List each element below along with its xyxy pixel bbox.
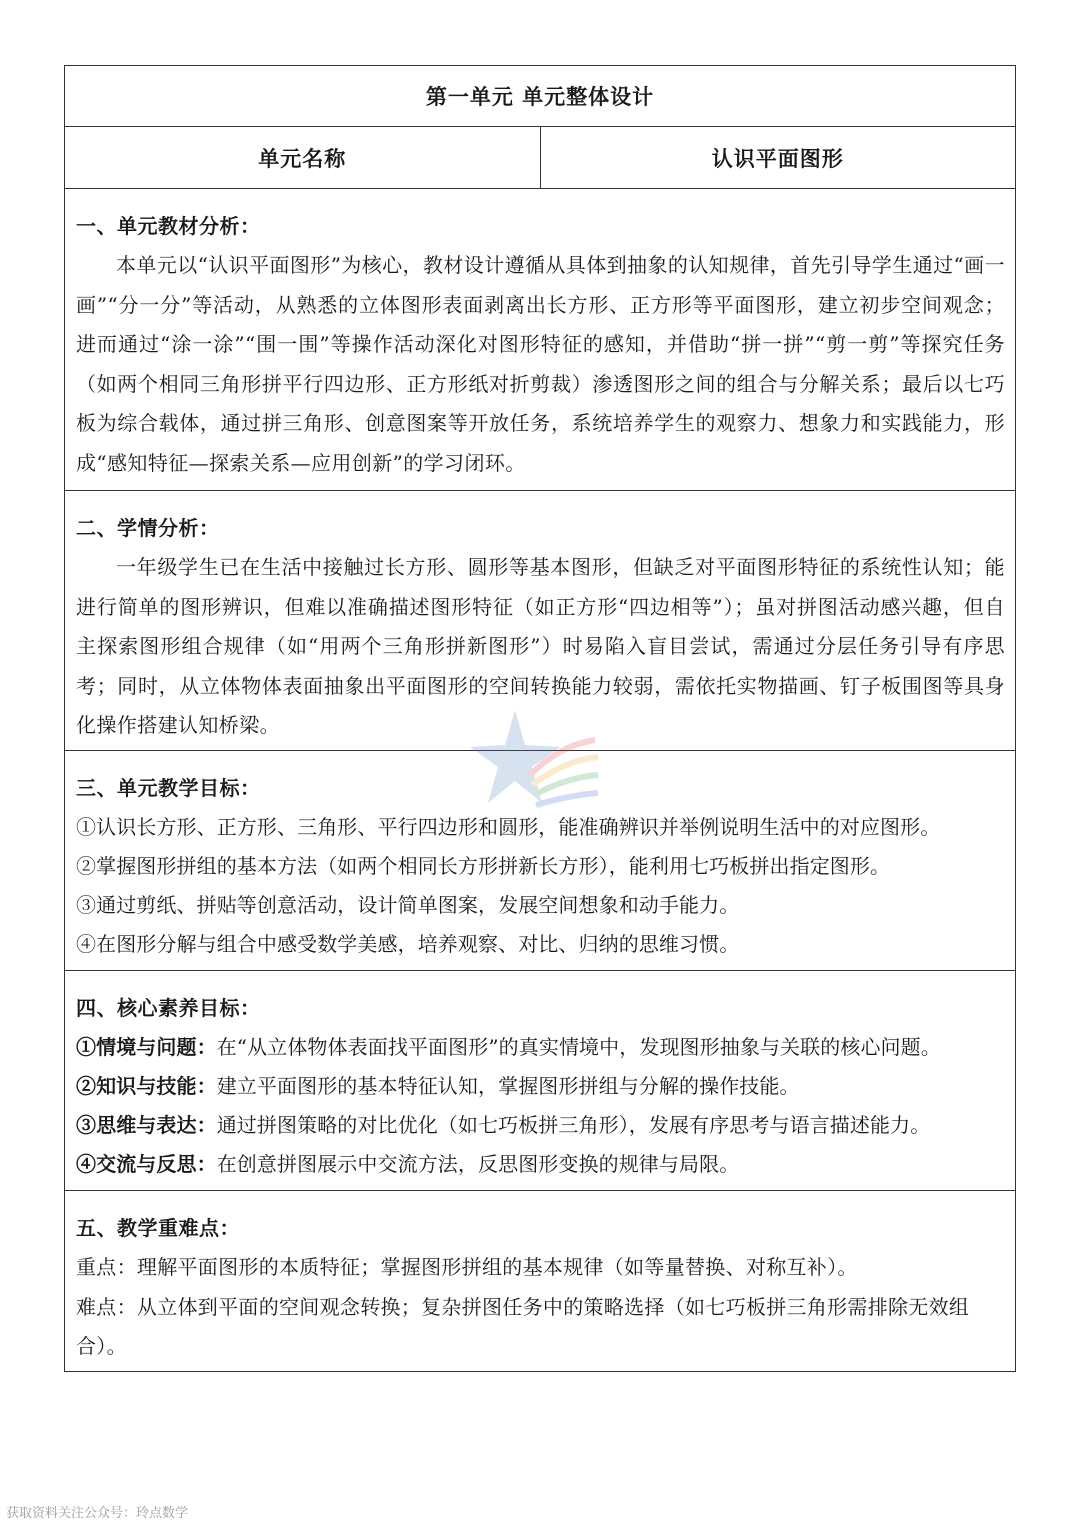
section-body: 本单元以“认识平面图形”为核心，教材设计遵循从具体到抽象的认知规律，首先引导学生通过“画一画”“分一分”等活动，从熟悉的立体图形表面剥离出长方形、正方形等平面图形，建立初步空间观念；进而通过“涂一涂”“围一围”等操作活动深化对图形特征的感知，并借助“拼一拼”“剪一剪”等探究任务（如两个相同三角形拼平行四边形、正方形纸对折剪裁）渗透图形之间的组合与分解关系；最后以七巧板为综合载体，通过拼三角形、创意图案等开放任务，系统培养学生的观察力、想象力和实践能力，形成“感知特征—探索关系—应用创新”的学习闭环。 [76, 253, 1005, 475]
section-heading: 五、教学重难点： [76, 1216, 240, 1240]
list-item: ①认识长方形、正方形、三角形、平行四边形和圆形，能准确辨识并举例说明生活中的对应图形。 [76, 815, 941, 839]
footer-note: 获取资料关注公众号：玲点数学 [6, 1506, 189, 1521]
list-item [76, 1106, 1005, 1145]
section-heading: 三、单元教学目标： [76, 776, 261, 800]
section-heading: 四、核心素养目标： [76, 996, 261, 1020]
item-label: ②知识与技能： [76, 1074, 217, 1098]
list-item: ②掌握图形拼组的基本方法（如两个相同长方形拼新长方形），能利用七巧板拼出指定图形。 [76, 854, 891, 878]
key-point-text: 重点：理解平面图形的本质特征；掌握图形拼组的基本规律（如等量替换、对称互补）。 [76, 1255, 858, 1279]
list-item: ④在图形分解与组合中感受数学美感，培养观察、对比、归纳的思维习惯。 [76, 932, 740, 956]
section-key-difficulties [65, 1191, 1015, 1371]
list-item [76, 1028, 1005, 1067]
section-body: 一年级学生已在生活中接触过长方形、圆形等基本图形，但缺乏对平面图形特征的系统性认知；能进行简单的图形辨识，但难以准确描述图形特征（如正方形“四边相等”）；虽对拼图活动感兴趣，但自主探索图形组合规律（如“用两个三角形拼新图形”）时易陷入盲目尝试，需通过分层任务引导有序思考；同时，从立体物体表面抽象出平面图形的空间转换能力较弱，需依托实物描画、钉子板围图等具身化操作搭建认知桥梁。 [76, 555, 1005, 737]
list-item: ③通过剪纸、拼贴等创意活动，设计简单图案，发展空间想象和动手能力。 [76, 893, 740, 917]
list-item [76, 1067, 1005, 1106]
item-text: 在创意拼图展示中交流方法，反思图形变换的规律与局限。 [216, 1152, 740, 1176]
unit-design-table [64, 65, 1016, 1372]
difficulty-text: 难点：从立体到平面的空间观念转换；复杂拼图任务中的策略选择（如七巧板拼三角形需排除无效组合）。 [76, 1294, 970, 1358]
section-heading: 二、学情分析： [76, 516, 220, 540]
item-text: 在“从立体物体表面找平面图形”的真实情境中，发现图形抽象与关联的核心问题。 [216, 1035, 941, 1059]
section-textbook-analysis [65, 189, 1015, 491]
section-heading: 一、单元教材分析： [76, 214, 261, 238]
list-item [76, 1145, 1005, 1184]
section-core-literacy [65, 971, 1015, 1191]
item-text: 通过拼图策略的对比优化（如七巧板拼三角形），发展有序思考与语言描述能力。 [216, 1113, 931, 1137]
unit-name-value: 认识平面图形 [711, 145, 844, 171]
item-label: ③思维与表达： [76, 1113, 217, 1137]
unit-name-row [65, 127, 1015, 189]
section-teaching-goals [65, 751, 1015, 971]
item-label: ④交流与反思： [76, 1152, 217, 1176]
unit-name-label: 单元名称 [65, 127, 541, 188]
item-text: 建立平面图形的基本特征认知，掌握图形拼组与分解的操作技能。 [216, 1074, 800, 1098]
table-title: 第一单元 单元整体设计 [65, 66, 1015, 127]
section-student-analysis [65, 491, 1015, 751]
item-label: ①情境与问题： [76, 1035, 217, 1059]
